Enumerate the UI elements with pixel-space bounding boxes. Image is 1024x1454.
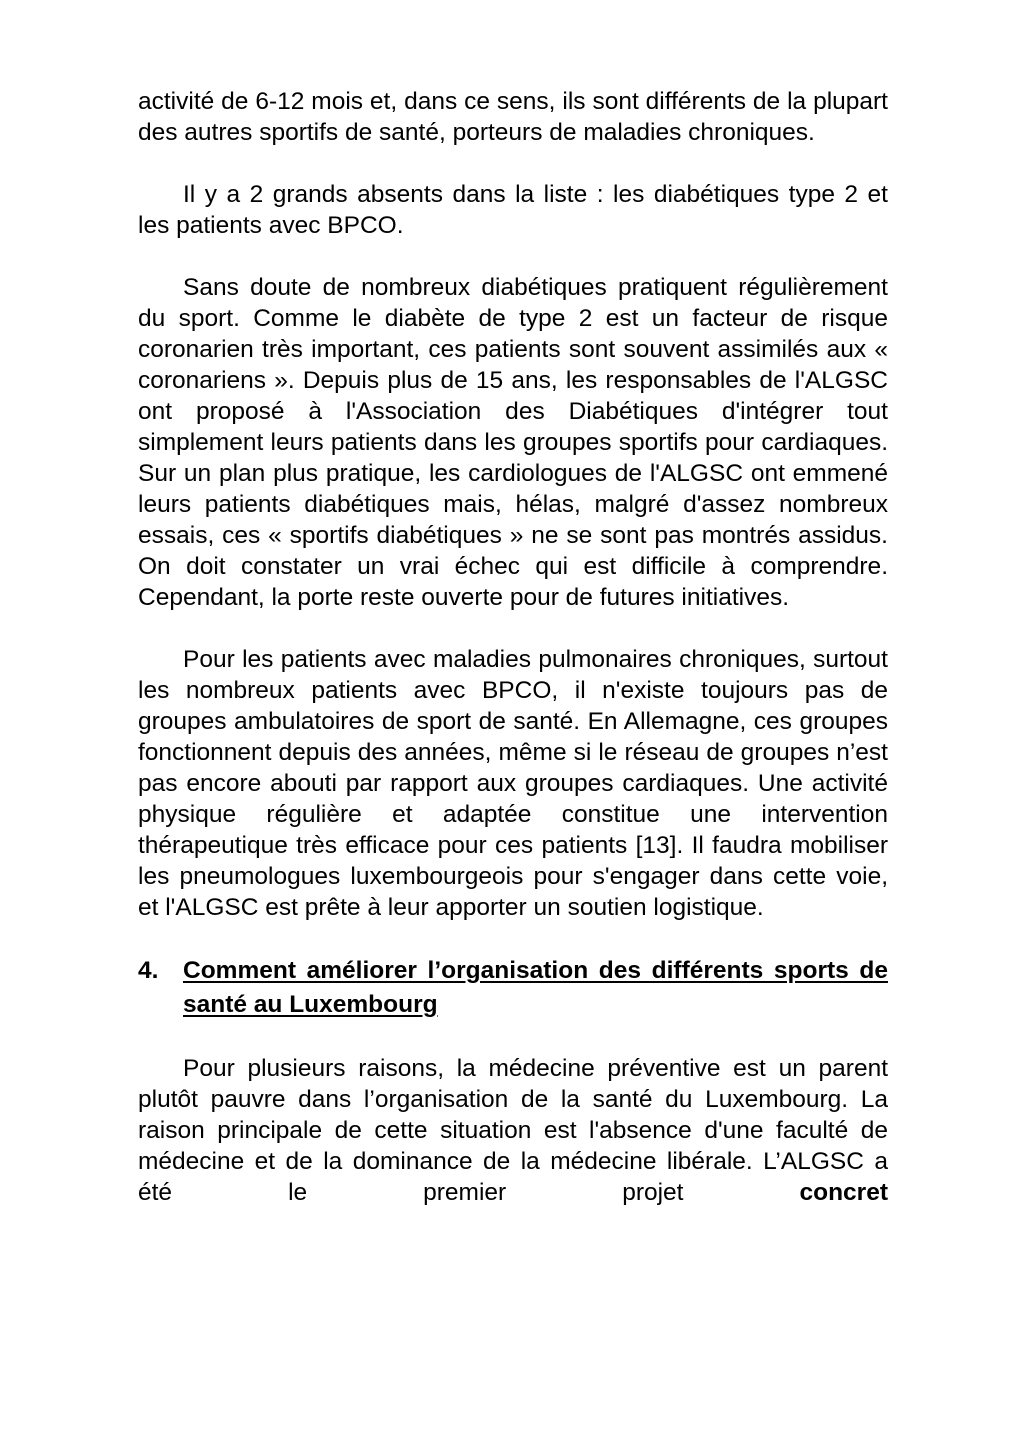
paragraph-bpco: Pour les patients avec maladies pulmonaires chroniques, surtout les nombreux patients avec BPCO, il n'existe toujours pas de groupes ambulatoires de sport de santé. En Allemagne, ces groupes fonctionnent depuis des années, même si le réseau de groupes n’est pas encore abouti par rapport aux groupes cardiaques. Une activité physique régulière et adaptée constitue une intervention thérapeutique très efficace pour ces patients [13]. Il faudra mobiliser les pneumologues luxembourgeois pour s'engager dans cette voie, et l'ALGSC est prête à leur apporter un soutien logistique.: [138, 646, 888, 921]
paragraph-text: Pour plusieurs raisons, la médecine préventive est un parent plutôt pauvre dans l’organisation de la santé du Luxembourg. La raison principale de cette situation est l'absence d'une faculté de médecine et de la dominance de la médecine libérale. L’ALGSC a été le premier projet: [138, 1055, 888, 1206]
paragraph-diabetics: Sans doute de nombreux diabétiques pratiquent régulièrement du sport. Comme le diabète de type 2 est un facteur de risque coronarien très important, ces patients sont souvent assimilés aux « coronariens ». Depuis plus de 15 ans, les responsables de l'ALGSC ont proposé à l'Association des Diabétiques d'intégrer tout simplement leurs patients dans les groupes sportifs pour cardiaques. Sur un plan plus pratique, les cardiologues de l'ALGSC ont emmené leurs patients diabétiques mais, hélas, malgré d'assez nombreux essais, ces « sportifs diabétiques » ne se sont pas montrés assidus. On doit constater un vrai échec qui est difficile à comprendre. Cependant, la porte reste ouverte pour de futures initiatives.: [138, 274, 888, 611]
document-page: [138, 86, 888, 1208]
paragraph-absents: Il y a 2 grands absents dans la liste : les diabétiques type 2 et les patients avec BPCO.: [138, 181, 888, 239]
bold-word: concret: [799, 1179, 888, 1206]
paragraph-preventive-medicine: [138, 1053, 888, 1208]
section-number: 4.: [138, 957, 159, 984]
section-title: Comment améliorer l’organisation des différents sports de santé au Luxembourg: [183, 957, 888, 1018]
section-heading: [138, 954, 888, 1022]
paragraph-continuation: activité de 6-12 mois et, dans ce sens, ils sont différents de la plupart des autres sportifs de santé, porteurs de maladies chroniques.: [138, 88, 888, 146]
